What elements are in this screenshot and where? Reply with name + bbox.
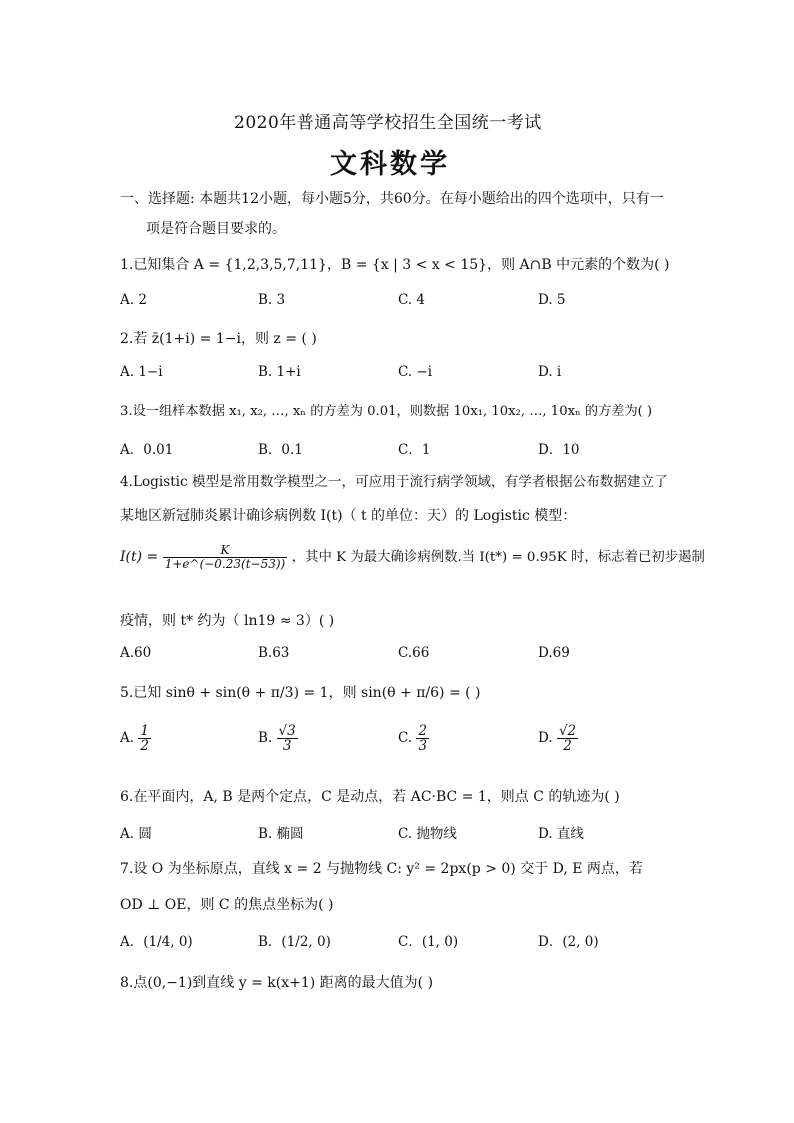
question-7-line2: OD ⊥ OE，则 C 的焦点坐标为( )	[120, 897, 334, 913]
question-8-stem: 8.点(0,−1)到直线 y = k(x+1) 距离的最大值为( )	[120, 975, 434, 991]
question-7-option-c: C．(1, 0)	[398, 934, 459, 950]
question-5-option-a	[120, 724, 151, 753]
question-6-option-a: A. 圆	[120, 826, 152, 842]
option-c-den: 3	[418, 738, 428, 755]
question-4-option-d: D.69	[538, 645, 570, 661]
question-6-option-c: C. 抛物线	[398, 826, 457, 842]
question-6-option-b: B. 椭圆	[258, 826, 304, 842]
fraction-numerator: K	[220, 543, 230, 557]
question-6-stem: 6.在平面内，A, B 是两个定点，C 是动点，若 AC·BC = 1，则点 C 的轨迹为( )	[120, 789, 620, 805]
option-d-fraction	[557, 724, 578, 753]
question-5-option-b	[258, 724, 298, 753]
exam-subject: 文科数学	[330, 149, 450, 180]
question-6-option-d: D. 直线	[538, 826, 584, 842]
option-b-num: √3	[278, 723, 296, 739]
question-4-option-b: B.63	[258, 645, 290, 661]
question-3-option-d: D．10	[538, 442, 580, 458]
formula-left: I(t) =	[120, 549, 159, 566]
question-7-option-b: B．(1/2, 0)	[258, 934, 331, 950]
question-3-option-a: A．0.01	[120, 442, 174, 458]
option-c-label: C.	[398, 730, 413, 747]
option-b-label: B.	[258, 730, 273, 747]
question-1-option-b: B. 3	[258, 292, 286, 308]
option-d-den: 2	[557, 738, 578, 753]
section-heading-line1: 一、选择题: 本题共12小题，每小题5分，共60分。在每小题给出的四个选项中，只有一	[120, 191, 664, 207]
question-4-formula	[120, 544, 705, 570]
question-7-line1: 7.设 O 为坐标原点，直线 x = 2 与抛物线 C: y² = 2px(p > 0) 交于 D, E 两点，若	[120, 861, 643, 877]
option-c-num: 2	[418, 723, 428, 739]
question-7-option-a: A．(1/4, 0)	[120, 934, 193, 950]
question-2-option-d: D. i	[538, 364, 562, 380]
question-4-line4: 疫情，则 t* 约为（ ln19 ≈ 3）( )	[120, 613, 335, 629]
exam-title: 2020年普通高等学校招生全国统一考试	[234, 113, 542, 133]
option-c-fraction	[416, 724, 429, 753]
option-b-den: 3	[277, 738, 298, 753]
question-2-option-c: C. −i	[398, 364, 433, 380]
question-2-option-b: B. 1+i	[258, 364, 301, 380]
question-3-option-c: C．1	[398, 442, 431, 458]
question-5-option-c	[398, 724, 429, 753]
question-2-option-a: A. 1−i	[120, 364, 163, 380]
question-4-option-c: C.66	[398, 645, 430, 661]
option-a-num: 1	[140, 723, 149, 739]
logistic-fraction	[163, 544, 288, 570]
fraction-denominator: 1+e^(−0.23(t−53))	[164, 556, 286, 571]
question-4-line1: 4.Logistic 模型是常用数学模型之一，可应用于流行病学领域，有学者根据公布数据建立了	[120, 474, 668, 490]
question-4-line2: 某地区新冠肺炎累计确诊病例数 I(t)（ t 的单位：天）的 Logistic 模型：	[120, 508, 577, 524]
section-heading-line2: 项是符合题目要求的。	[146, 221, 286, 237]
formula-right: ，其中 K 为最大确诊病例数.当 I(t*) = 0.95K 时，标志着已初步遏制	[291, 550, 705, 566]
option-d-num: √2	[558, 723, 577, 739]
question-1-option-d: D. 5	[538, 292, 566, 308]
question-1-option-c: C. 4	[398, 292, 426, 308]
question-5-option-d	[538, 724, 578, 753]
option-d-label: D.	[538, 730, 553, 747]
question-1-stem: 1.已知集合 A = {1,2,3,5,7,11}，B = {x | 3 < x < 15}，则 A∩B 中元素的个数为( )	[120, 257, 670, 273]
question-2-stem: 2.若 z̄(1+i) = 1−i，则 z = ( )	[120, 331, 317, 347]
question-3-stem: 3.设一组样本数据 x₁, x₂, …, xₙ 的方差为 0.01，则数据 10x₁, 10x₂, …, 10xₙ 的方差为( )	[120, 404, 653, 419]
question-5-stem: 5.已知 sinθ + sin(θ + π/3) = 1，则 sin(θ + π/6) = ( )	[120, 685, 481, 701]
option-a-label: A.	[120, 730, 135, 747]
option-b-fraction	[277, 724, 298, 753]
question-7-option-d: D．(2, 0)	[538, 934, 599, 950]
option-a-fraction	[138, 724, 151, 753]
question-3-option-b: B．0.1	[258, 442, 303, 458]
question-1-option-a: A. 2	[120, 292, 147, 308]
option-a-den: 2	[140, 738, 149, 755]
question-4-option-a: A.60	[120, 645, 152, 661]
